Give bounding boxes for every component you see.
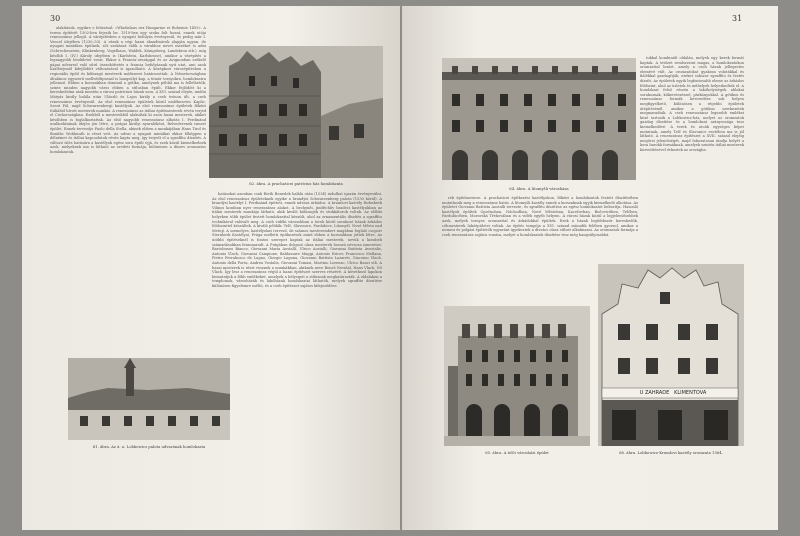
right-fig2-caption: 65. ábra. A telči városházi épület [485, 450, 549, 455]
town-hall-photo [442, 58, 636, 180]
figure-house-gable [209, 46, 383, 178]
left-page [22, 6, 400, 530]
left-col2-paragraph: hatásokat azonban csak Rieth Benedek halála után (1534) indulhat igazán érvényesülni. Az első renesszánsz épületeknek egyike a brandýsi Schwarzenberg palota (1530 körül). A brandýsi kastélyt I. Ferdinánd építteti, ennek udvara árkádos. A krumlovi kastély Rožmberk Vilmos korában nyer renesszánsz alakot. A bechyněi, jindřichův hradeci kastélyokban az itáliai mesterek munkája látható, akik kiváló kőfaragók és stukkátorok voltak. Az előbbi helyeken több épület festett homlokzattal készült, ahol az ornamentális díszítés a sgraffito technikával valósult meg. A cseh vidéki városokban a terek körül sorakozó házak árkádos földszinttel készültek. A kiváló példák: Telč, Slavonice, Pardubice, Litomyšl, Nové Město nad Metují. A szemelyes, kastélyokat tervező, de számos mesterembert magában foglaló csoport Sternberk Kastélyai, Prága melletti építkezések mind ebben a korszakban jöttek létre. Az utóbbi építéseknél is fontos szerepet kaptak az itáliai mesterek, nevük a korabeli számadásokban fennmaradt. A Prágában dolgozó olasz mesterek hosszú névsora ismeretes: Bartolomeo Bianco, Giovanni Maria Aostalli, Ulrico Aostalli, Giovanni Battista Avostalis, Antonio Vlach, Giovanni Campione, Baldassare Maggi, Antonio Ericer, Francesco Mellana, Pietro Ferrabosco de Lagno, Giorgio Laguna, Giovanni Battista Lazareti, Giacomo Vlach, Antonio della Porta, Andrea Vostalis, Giovanni Tomasi, Martino Lorenzo, Ulrico Banci stb. A hazai mesterek is részt vesznek a munkákban, akiknek neve Beneš Nevidal, Hans Vlach, Vít Vlach. Így lesz a renesszánsz végül a hazai építészet szerves részévé. A következő lapokon bemutatjuk a főbb emlékeket, amelyek a bélyegeit a stílusnak meghatározták. A oldalakon a templomok, városházák és lakóházak homlokzatai láthatók, melyek sgraffito díszítése különösen figyelemre méltó, és a cseh építészet sajátos kifejeződése. [212, 192, 382, 288]
right-col2-paragraph: tokkal kombinált oldalán, melyek egy kerek formát kaptak. A tetőzet rendszerint magas, a homlokzatokon oromzattal lezárt, amely a cseh házak jellegzetes elemévé vált. Az oromzatokat gyakran volutákkal és fiálékkal gazdagítják, ezeket sokszor sgraffito és festés díszíti. Az épületek egyik legfontosabb eleme az árkádos földszint, ahol az üzletek és műhelyek helyezkedtek el. A homlokzat felső részén a lakóhelyiségek ablakai sorakoznak, kőkeretezéssel, párkányokkal. A gótikus és renesszánsz formák keveredése sok helyen megfigyelhető, különösen a régebbi épületek átépítésénél, amikor a gótikus szerkezetek megmaradtak. A cseh renesszánsz legszebb emlékei közé tartozik a Lobkowicz-ház, melyet az oromzatok gazdag díszítése és a homlokzat arányossága tesz kiemelkedővé. A terek és utcák egységes képet mutatnak, amely Telč és Slavonice esetében ma is jól látható. A renesszánsz építészet a XVII. század elejéig megőrzi jelentőségét, majd fokozatosan átadja helyét a kora barokk formáknak, amelyek szintén itáliai mesterek közvetítésével érkeztek az országba. [640, 56, 744, 152]
figure-courtyard-building [68, 358, 230, 440]
left-fig1-caption: 62. ábra. A prachaticei patrícius ház homlokzata [249, 181, 343, 186]
left-text-column-1 [50, 26, 206, 358]
left-fig2-caption: 61. ábra. Az á. u. Lobkowicz palota udvarának homlokzata [92, 444, 206, 449]
right-page [402, 6, 778, 530]
ornate-gable-photo [598, 264, 744, 446]
figure-town-hall [442, 58, 636, 180]
house-gable-photo [209, 46, 383, 178]
left-col1-paragraph: alakítások, egyikre e feliratsal: »Wladislaus rex Hungariae et Bohemie 1493«. A terem építését 1502-ben fejezik be. 1510-ben egy szoba folt hozzá, ennek utója renesszánsz jellegű. A várépítésben a nyugati befolyás érvényesül, és pedig már I. Vencel idejében (1230–53). A várak a régi hazai skandinávok alapján ugyan, de nyugati mintákra épülnek, sőt szokássá válik a várakhoz nevet meséket is adni (Schreckenstein, Klinkenberg, Vogelhaus, Waldek, Königsberg, Landskron stb.), míg később I. (IV.) Károly idejében is (Karlstein, Karlskrone), amikor a várépítés a legnagyobb lendületet veszi. Ekkor a Francia-országgal és az Avignonban székelő pápai udvarral való sűrű összeköttetés a francia befolyásnak nyit utat, ami azok Karlštejnnél kifejlődött változásával is igazolható. A középkori városépítésben a regionális építő és kőfaragó mesterek módszerei határozottak. A Németországban általános egyszerű mellvédtípussal is hangsúlyt kap, a tömör tornyokra, homlokzatra jellemző. Ebben a korszakban dominál a gótika, amelynek példái ma is fellelhetők; szinte minden nagyobb város ebben a stílusban épült. Ekkor fejlődött ki a kereskedelmi utak mentén a városi patríciusi házak sora. A XVI. század elején, midőn Mátyás király halála után Ulászló és Lajos király a cseh trónon ült, a cseh renesszánsz érvényesül. Az első reneszánsz épületek közül emlékezetes Kaplic, Szent Pál, majd Schwarzenbergi kastélyok. Az első renesszánsz épületek főként Itáliából hívott mesterek munkái. A renesszánsz az itáliai építőmesterek révén terjed el Csehországban. Ezekből a mesterekből alakultak ki azon hazai mesterek, akiket későbben is foglalkoztattak. Az első nagyobb renesszánsz alkotás I. Ferdinánd uralkodásának idején jön létre, a prágai királyi nyaralóként, Belvederenek ismert épület. Ennek tervezője Paolo della Stella, akinek ebben a munkájában Hans Tirol és Bonifác Wohlmuth is részt vett. Az udvar a nyugati mintákat ekkor főképpen a délnémet és itáliai kapcsolatok révén kapta meg, így terjedt el a sgraffito díszítés. A változó ízlés hatására a kastélyok egész sora épült újjá, és ezek közül kiemelkednek azok, melyeknek ma is látható az eredeti formája, különösen a díszes oromzatos homlokzatok. [50, 26, 206, 155]
left-text-column-2 [212, 192, 382, 454]
left-page-number: 30 [50, 14, 61, 23]
right-fig3-caption: 66. ábra. Lobkowicz-Krumlovi kastély oromzata 1564. [619, 450, 723, 455]
courtyard-building-photo [68, 358, 230, 440]
shop-sign-text: U ZAHRADE KLIMENTOVA [639, 390, 707, 396]
right-col1-paragraph: rek építőmestere. A prachaticei építkezési kastélyokon, főként a homlokzatok festett díszítésében mutatkozik meg a renesszánsz hatás. A litomyšli kastély ennek a korszaknak egyik kiemelkedő alkotása. Az épületet Giovanni Battista Aostalli tervezte, és sgraffito díszítése az egész homlokzatot beborítja. Hasonló kastélyok épültek Opočnoban, Náchodban, Nové Městoban, Kaceřovban, Bučovicében, Telčben, Pardubicében, Moravská Třebovában és a vidék egyéb helyein. A városi házak közül a legjelentősebbek azok, melyek tornyos oromzattal és árkádokkal épültek. Ezek a házak legtöbbször kereskedők, céhmesterek lakóépületei voltak. Az építés tempója a XVI. század második felében gyorsul, amikor a nemesi és polgári építtetők egyaránt igyekeztek a divatos olasz stílust alkalmazni. Az oromzatok formája a cseh renesszánsz sajátos vonása, melyet a homlokzatok díszítése tesz még hangsúlyosabbá. [442, 196, 638, 237]
right-fig1-caption: 64. ábra. A litomyšli városháza [509, 186, 569, 191]
figure-ornate-gable [598, 264, 744, 446]
right-text-column-2 [640, 56, 744, 266]
arcaded-hall-photo [444, 306, 590, 446]
right-page-number: 31 [732, 14, 743, 23]
figure-arcaded-hall [444, 306, 590, 446]
